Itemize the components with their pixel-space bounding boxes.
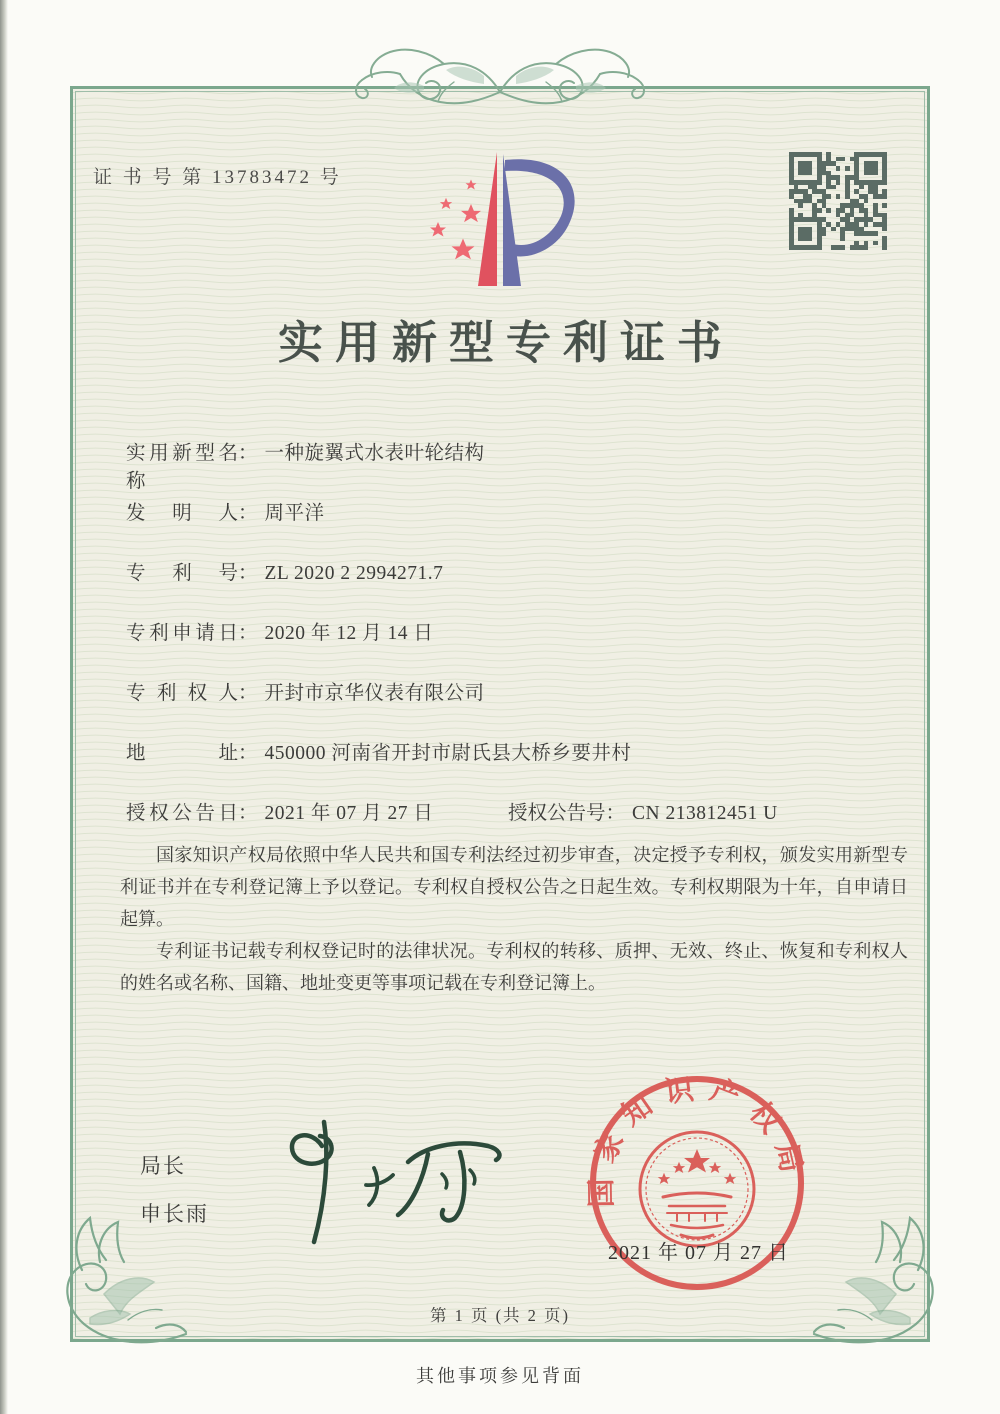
field-label: 授权公告日 bbox=[126, 803, 238, 824]
certificate-number: 证 书 号 第 13783472 号 bbox=[93, 167, 342, 188]
qr-code bbox=[789, 152, 887, 250]
legal-paragraph: 专利证书记载专利权登记时的法律状况。专利权的转移、质押、无效、终止、恢复和专利权人的姓名或名称、国籍、地址变更等事项记载在专利登记簿上。 bbox=[120, 941, 908, 993]
cnipa-patent-logo-icon bbox=[415, 138, 587, 294]
field-row-filing-date bbox=[126, 617, 896, 677]
field-colon: ： bbox=[605, 803, 626, 824]
seal-date: 2021 年 07 月 27 日 bbox=[608, 1242, 789, 1264]
field-value: 开封市京华仪表有限公司 bbox=[264, 683, 485, 704]
field-colon: ： bbox=[238, 683, 258, 704]
field-value: 2021 年 07 月 27 日 bbox=[264, 803, 434, 824]
field-label: 实用新型名称 bbox=[126, 443, 238, 492]
field-colon: ： bbox=[238, 623, 258, 644]
field-label: 发明人 bbox=[126, 503, 238, 524]
field-row-patent-number bbox=[126, 557, 896, 617]
field-colon: ： bbox=[238, 563, 258, 584]
field-value: 450000 河南省开封市尉氏县大桥乡要井村 bbox=[264, 743, 632, 764]
page-number: 第 1 页 (共 2 页) bbox=[429, 1306, 571, 1325]
field-colon: ： bbox=[238, 443, 258, 464]
field-label: 地址 bbox=[126, 743, 238, 764]
back-side-note: 其他事项参见背面 bbox=[416, 1366, 584, 1386]
field-value: 2020 年 12 月 14 日 bbox=[264, 623, 434, 644]
field-label: 专利权人 bbox=[126, 683, 238, 704]
field-value: 周平洋 bbox=[264, 503, 325, 524]
field-label: 专利申请日 bbox=[126, 623, 238, 644]
field-row-inventor bbox=[126, 497, 896, 557]
seal-agency-text: 国家知识产权局 bbox=[585, 1072, 810, 1208]
officer-title: 局长 bbox=[140, 1154, 186, 1178]
field-label: 授权公告号 bbox=[508, 803, 606, 824]
shen-changyu-signature-icon bbox=[262, 1112, 514, 1252]
field-colon: ： bbox=[238, 803, 258, 824]
field-row-patentee bbox=[126, 677, 896, 737]
certificate-title: 实用新型专利证书 bbox=[277, 318, 734, 368]
legal-text bbox=[120, 839, 908, 999]
field-pair-grant-number bbox=[508, 797, 778, 825]
field-value: CN 213812451 U bbox=[632, 803, 778, 824]
scan-edge-shadow bbox=[0, 0, 8, 1414]
field-value: 一种旋翼式水表叶轮结构 bbox=[264, 443, 485, 464]
field-colon: ： bbox=[238, 743, 258, 764]
officer-name: 申长雨 bbox=[140, 1202, 209, 1226]
field-label: 专利号 bbox=[126, 563, 238, 584]
svg-text:国家知识产权局 bbox=[585, 1071, 810, 1207]
legal-paragraph: 国家知识产权局依照中华人民共和国专利法经过初步审查，决定授予专利权，颁发实用新型专利证书并在专利登记簿上予以登记。专利权自授权公告之日起生效。专利权期限为十年，自申请日起算。 bbox=[120, 845, 908, 929]
field-list bbox=[126, 437, 896, 857]
field-colon: ： bbox=[238, 503, 258, 524]
field-value: ZL 2020 2 2994271.7 bbox=[264, 563, 444, 584]
field-row-address bbox=[126, 737, 896, 797]
field-row-name bbox=[126, 437, 896, 497]
